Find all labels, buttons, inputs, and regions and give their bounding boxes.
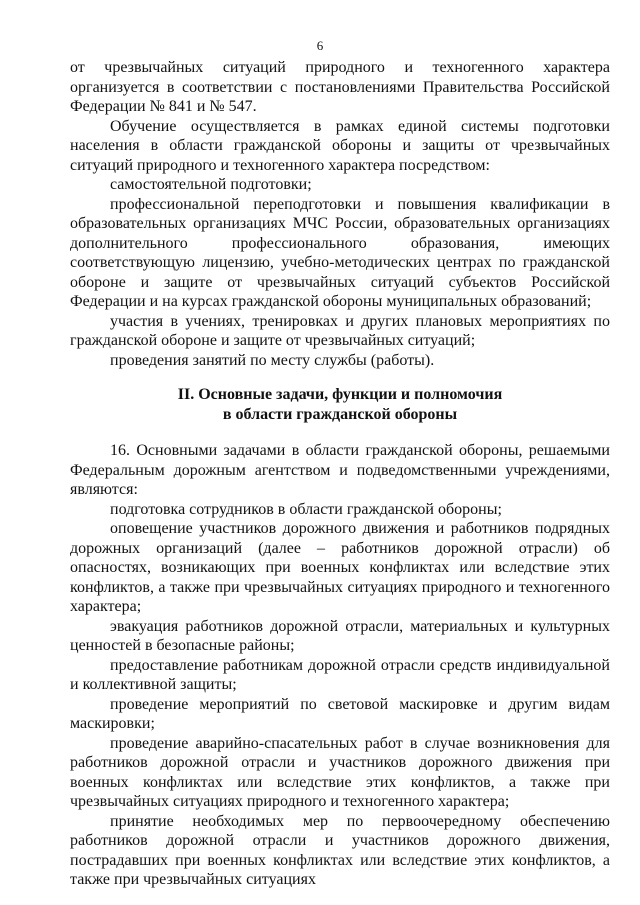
list-item: подготовка сотрудников в области гражданской обороны; xyxy=(110,500,502,518)
list-item: участия в учениях, тренировках и других плановых мероприятиях по гражданской обороне и защите от чрезвычайных ситуаций; xyxy=(70,312,610,349)
list-item: эвакуация работников дорожной отрасли, материальных и культурных ценностей в безопасные районы; xyxy=(70,617,610,654)
list-item: проведение аварийно-спасательных работ в случае возникновения для работников дорожной отрасли и участников дорожного движения при военных конфликтах или вследствие этих конфликтов, а также при чрезвычайных ситуациях природного и техногенного характера; xyxy=(70,734,610,810)
paragraph: Обучение осуществляется в рамках единой системы подготовки населения в области гражданской обороны и защиты от чрезвычайных ситуаций природного и техногенного характера посредством: xyxy=(70,117,610,174)
section-heading xyxy=(70,385,610,425)
section-heading-line: в области гражданской обороны xyxy=(222,406,458,423)
list-item: проведение мероприятий по световой маскировке и другим видам маскировки; xyxy=(70,695,610,732)
section-heading-line: II. Основные задачи, функции и полномочия xyxy=(177,386,503,403)
list-item: принятие необходимых мер по первоочередному обеспечению работников дорожной отрасли и участников дорожного движения, пострадавших при военных конфликтах или вследствие этих конфликтов, а также при чрезвычайных ситуациях xyxy=(70,812,610,888)
page-number: 6 xyxy=(316,38,324,53)
list-item: оповещение участников дорожного движения и работников подрядных дорожных организаций (далее – работников дорожной отрасли) об опасностях, возникающих при военных конфликтах или вследствие этих конфликтов, а также при чрезвычайных ситуациях природного и техногенного характера; xyxy=(70,520,610,615)
paragraph: 16. Основными задачами в области гражданской обороны, решаемыми Федеральным дорожным агентством и подведомственными учреждениями, являются: xyxy=(70,442,610,498)
list-item: предоставление работникам дорожной отрасли средств индивидуальной и коллективной защиты; xyxy=(70,656,610,693)
list-item: самостоятельной подготовки; xyxy=(110,176,312,193)
list-item: проведения занятий по месту службы (работы). xyxy=(110,351,435,369)
list-item: профессиональной переподготовки и повышения квалификации в образовательных организациях МЧС России, образовательных организациях дополнительного профессионального образования, имеющих соответствующую лицензию, учебно-методических центрах по гражданской обороне и защите от чрезвычайных ситуаций субъектов Российской Федерации и на курсах гражданской обороны муниципальных образований; xyxy=(70,195,610,310)
paragraph: от чрезвычайных ситуаций природного и техногенного характера организуется в соответствии с постановлениями Правительства Российской Федерации № 841 и № 547. xyxy=(70,59,610,115)
document-body xyxy=(70,58,610,890)
